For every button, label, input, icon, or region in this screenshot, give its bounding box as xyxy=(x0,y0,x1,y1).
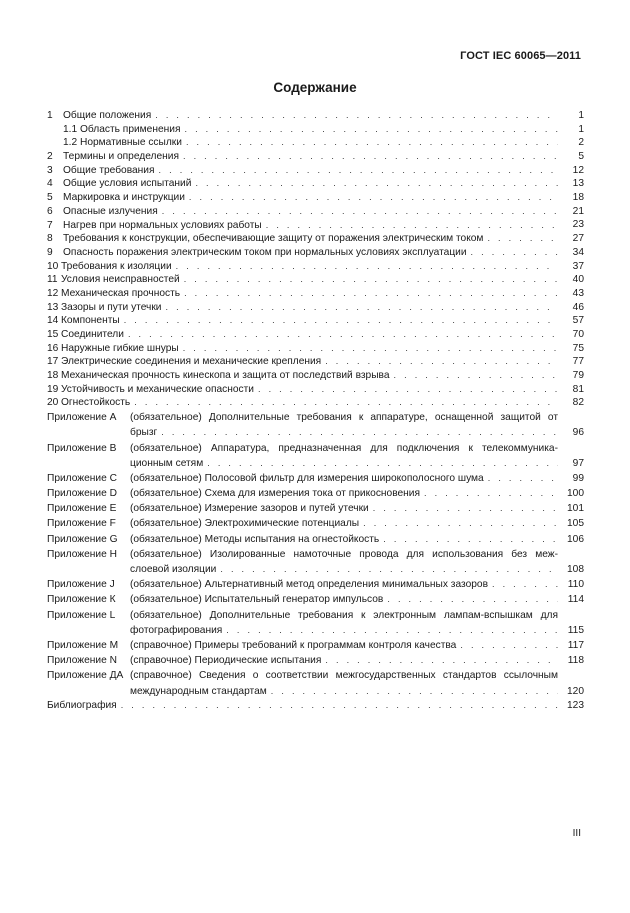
appendix-line xyxy=(130,684,558,699)
toc-entry[interactable] xyxy=(45,109,584,123)
section-title: Устойчивость и механические опасности xyxy=(61,383,254,395)
section-number: 4 xyxy=(47,178,53,190)
toc-entry[interactable] xyxy=(45,150,584,164)
page-ref: 1 xyxy=(578,109,584,121)
section-title: Опасные излучения xyxy=(63,205,158,217)
dot-leader xyxy=(488,471,558,486)
toc-entry[interactable] xyxy=(45,205,584,219)
appendix-title: (справочное) Сведения о соответствии межгосударственных стандартов ссылочным xyxy=(130,670,558,682)
toc-entry[interactable] xyxy=(45,177,584,191)
appendix-line xyxy=(130,486,558,501)
appendix-entry[interactable] xyxy=(45,592,584,607)
toc-entry-line xyxy=(63,123,558,137)
appendix-name: Приложение К xyxy=(47,594,116,606)
appendix-line xyxy=(130,562,558,577)
appendix-line xyxy=(130,501,558,516)
page-ref: 70 xyxy=(572,328,584,340)
appendix-title: (обязательное) Измерение зазоров и путей утечки xyxy=(130,503,369,515)
section-title: Общие требования xyxy=(63,164,155,176)
section-number: 14 xyxy=(47,315,59,327)
dot-leader xyxy=(189,191,558,205)
appendix-name: Приложение М xyxy=(47,640,119,651)
dot-leader xyxy=(159,164,558,178)
appendix-line xyxy=(130,532,558,547)
dot-leader xyxy=(121,699,558,713)
toc-entry[interactable] xyxy=(45,355,584,369)
toc-entry[interactable] xyxy=(45,164,584,178)
toc-entry[interactable] xyxy=(45,328,584,342)
appendix-title: (справочное) Примеры требований к программам контроля качества xyxy=(130,640,457,651)
appendix-line xyxy=(130,592,558,607)
toc-entry-line xyxy=(47,699,558,713)
dot-leader xyxy=(383,532,558,547)
dot-leader xyxy=(325,355,558,369)
toc-entry-line xyxy=(61,287,558,301)
page-ref: 34 xyxy=(572,246,584,258)
section-number: 7 xyxy=(47,219,53,231)
toc-entry-line xyxy=(63,177,558,191)
page-ref: 2 xyxy=(578,137,584,149)
dot-leader xyxy=(220,562,558,577)
dot-leader xyxy=(124,314,558,328)
dot-leader xyxy=(460,638,558,653)
appendix-title-cont: ционным сетям xyxy=(130,457,204,469)
toc-entry-line xyxy=(61,328,558,342)
appendix-line xyxy=(130,410,558,425)
toc-entry-line xyxy=(61,369,558,383)
page-ref: 101 xyxy=(567,503,584,515)
section-number: 5 xyxy=(47,192,53,204)
toc-entry[interactable] xyxy=(45,314,584,328)
dot-leader xyxy=(226,623,558,638)
appendix-line xyxy=(130,425,558,440)
section-number: 1 xyxy=(47,110,53,121)
toc-entry[interactable] xyxy=(45,260,584,274)
appendix-title-cont: слоевой изоляции xyxy=(130,564,217,576)
dot-leader xyxy=(183,150,558,164)
toc-entry-line xyxy=(63,219,558,233)
toc-entry-line xyxy=(63,136,558,150)
dot-leader xyxy=(184,123,558,137)
appendix-line xyxy=(130,608,558,623)
dot-leader xyxy=(161,425,558,440)
dot-leader xyxy=(155,109,558,123)
section-title: Компоненты xyxy=(61,315,120,327)
section-title: 1.2 Нормативные ссылки xyxy=(63,137,182,149)
page-ref: 81 xyxy=(572,383,584,395)
toc-entry[interactable] xyxy=(45,232,584,246)
page-ref: 79 xyxy=(572,370,584,382)
appendix-entry[interactable] xyxy=(45,547,584,577)
toc-entry-line xyxy=(61,314,558,328)
toc-entry-line xyxy=(63,246,558,260)
page-ref: 117 xyxy=(567,639,584,651)
appendix-line xyxy=(130,653,558,668)
section-title: Условия неисправностей xyxy=(61,274,180,286)
section-title: Соединители xyxy=(61,329,124,340)
toc-entry-line xyxy=(63,191,558,205)
page-ref: 106 xyxy=(567,533,584,545)
toc-entry-line xyxy=(61,383,558,397)
dot-leader xyxy=(166,301,559,315)
appendix-entry[interactable] xyxy=(45,471,584,486)
section-number: 20 xyxy=(47,397,59,409)
section-number: 16 xyxy=(47,342,59,354)
section-number: 11 xyxy=(47,274,58,286)
page-ref: 105 xyxy=(567,518,584,530)
section-number: 15 xyxy=(47,329,59,340)
page-ref: 96 xyxy=(572,427,584,439)
toc-entry-line xyxy=(61,260,558,274)
section-number: 19 xyxy=(47,383,59,395)
section-number: 17 xyxy=(47,356,59,368)
appendix-entry[interactable] xyxy=(45,608,584,638)
toc-entry-line xyxy=(63,232,558,246)
page-ref: 27 xyxy=(572,233,584,245)
section-title: 1.1 Область применения xyxy=(63,123,181,135)
appendix-line xyxy=(130,471,558,486)
toc-entry[interactable] xyxy=(45,383,584,397)
toc-entry[interactable] xyxy=(45,219,584,233)
appendix-entry[interactable] xyxy=(45,638,584,653)
toc-entry-line xyxy=(61,301,558,315)
toc-entry-line xyxy=(61,342,558,356)
page-ref: 46 xyxy=(572,301,584,313)
dot-leader xyxy=(258,383,558,397)
toc-entry[interactable] xyxy=(45,123,584,137)
bibliography-entry[interactable] xyxy=(45,699,584,713)
page-ref: 40 xyxy=(572,274,584,286)
toc-entry-line xyxy=(61,355,558,369)
page-ref: 97 xyxy=(572,457,584,469)
appendix-line xyxy=(130,441,558,456)
appendix-title: (обязательное) Схема для измерения тока от прикосновения xyxy=(130,488,420,500)
appendix-name: Приложение G xyxy=(47,533,118,545)
page-ref: 123 xyxy=(567,699,584,711)
appendix-name: Приложение J xyxy=(47,579,115,591)
appendix-title-cont: международным стандартам xyxy=(130,685,267,697)
appendix-title: (обязательное) Дополнительные требования к электронным лампам-вспышкам для xyxy=(130,609,558,621)
appendix-name: Приложение Е xyxy=(47,503,117,515)
dot-leader xyxy=(186,136,558,150)
page-ref: 75 xyxy=(572,342,584,354)
dot-leader xyxy=(325,653,558,668)
section-title: Термины и определения xyxy=(63,151,179,163)
bibliography-label: Библиография xyxy=(47,699,117,711)
section-number: 18 xyxy=(47,370,59,382)
section-number: 8 xyxy=(47,233,53,245)
appendix-line xyxy=(130,623,558,638)
appendix-title: (обязательное) Электрохимические потенциалы xyxy=(130,518,360,530)
appendix-name: Приложение А xyxy=(47,412,117,424)
dot-leader xyxy=(128,328,558,342)
section-title: Механическая прочность кинескопа и защита от последствий взрыва xyxy=(61,370,390,382)
dot-leader xyxy=(183,342,558,356)
appendix-line xyxy=(130,547,558,562)
page-ref: 77 xyxy=(572,356,584,368)
dot-leader xyxy=(176,260,558,274)
section-title: Требования к конструкции, обеспечивающие защиту от поражения электрическим током xyxy=(63,233,484,245)
toc-entry-line xyxy=(63,205,558,219)
appendix-name: Приложение D xyxy=(47,488,117,500)
page-ref: 100 xyxy=(567,488,584,500)
appendix-entry[interactable] xyxy=(45,653,584,668)
appendix-title: (обязательное) Дополнительные требования к аппаратуре, оснащенной защитой от xyxy=(130,412,558,424)
toc-entry[interactable] xyxy=(45,342,584,356)
page-ref: 99 xyxy=(572,472,584,484)
page-ref: 82 xyxy=(572,397,584,409)
page-ref: 1 xyxy=(578,123,584,135)
dot-leader xyxy=(162,205,558,219)
page-ref: 120 xyxy=(567,685,584,697)
appendix-title: (обязательное) Полосовой фильтр для измерения широкополосного шума xyxy=(130,472,484,484)
appendix-title: (обязательное) Испытательный генератор импульсов xyxy=(130,594,384,606)
appendix-line xyxy=(130,668,558,683)
dot-leader xyxy=(394,369,559,383)
toc-entry[interactable] xyxy=(45,191,584,205)
toc-entry[interactable] xyxy=(45,396,584,410)
section-number: 12 xyxy=(47,287,59,299)
appendix-title-cont: фотографирования xyxy=(130,624,223,636)
page-ref: 23 xyxy=(572,219,584,231)
page-ref: 37 xyxy=(572,260,584,272)
section-number: 9 xyxy=(47,246,53,258)
appendix-title: (обязательное) Методы испытания на огнестойкость xyxy=(130,533,380,545)
appendix-title: (обязательное) Изолированные намоточные провода для использования без меж- xyxy=(130,548,558,560)
appendix-title: (справочное) Периодические испытания xyxy=(130,655,322,667)
appendix-title-cont: брызг xyxy=(130,427,158,439)
appendix-entry[interactable] xyxy=(45,410,584,440)
section-number: 10 xyxy=(47,260,59,272)
section-title: Зазоры и пути утечки xyxy=(61,301,162,313)
section-title: Нагрев при нормальных условиях работы xyxy=(63,219,262,231)
toc-entry[interactable] xyxy=(45,246,584,260)
toc-entry-line xyxy=(63,164,558,178)
section-number: 13 xyxy=(47,301,59,313)
appendix-entry[interactable] xyxy=(45,532,584,547)
toc-entry[interactable] xyxy=(45,136,584,150)
appendix-name: Приложение ДА xyxy=(47,670,124,682)
dot-leader xyxy=(363,516,558,531)
page-ref: 13 xyxy=(572,178,584,190)
toc-entry-line xyxy=(61,273,558,287)
appendix-title: (обязательное) Аппаратура, предназначенная для подключения к телекоммуника- xyxy=(130,442,558,454)
dot-leader xyxy=(184,287,558,301)
section-title: Общие положения xyxy=(63,110,152,121)
dot-leader xyxy=(266,219,558,233)
page-ref: 21 xyxy=(572,205,584,217)
page-ref: 115 xyxy=(567,624,584,636)
appendix-line xyxy=(130,516,558,531)
section-title: Опасность поражения электрическим током при нормальных условиях эксплуатации xyxy=(63,246,467,258)
table-of-contents xyxy=(45,109,584,712)
appendix-entry[interactable] xyxy=(45,486,584,501)
toc-entry-line xyxy=(61,396,558,410)
toc-entry[interactable] xyxy=(45,369,584,383)
appendix-entry[interactable] xyxy=(45,577,584,592)
dot-leader xyxy=(207,456,558,471)
appendix-title: (обязательное) Альтернативный метод определения минимальных зазоров xyxy=(130,579,488,591)
appendix-entry[interactable] xyxy=(45,501,584,516)
dot-leader xyxy=(373,501,558,516)
appendix-line xyxy=(130,638,558,653)
section-title: Наружные гибкие шнуры xyxy=(61,342,179,354)
dot-leader xyxy=(471,246,558,260)
page-ref: 57 xyxy=(572,315,584,327)
section-title: Механическая прочность xyxy=(61,287,181,299)
standard-designation: ГОСТ IEC 60065—2011 xyxy=(460,50,581,62)
appendix-entry[interactable] xyxy=(45,441,584,471)
appendix-name: Приложение N xyxy=(47,655,117,667)
page-ref: 12 xyxy=(572,164,584,176)
section-title: Огнестойкость xyxy=(61,397,131,409)
section-title: Требования к изоляции xyxy=(61,260,172,272)
section-title: Общие условия испытаний xyxy=(63,178,192,190)
section-number: 2 xyxy=(47,151,53,163)
appendix-name: Приложение С xyxy=(47,472,117,484)
dot-leader xyxy=(387,592,558,607)
appendix-name: Приложение Н xyxy=(47,548,117,560)
appendix-line xyxy=(130,577,558,592)
appendix-line xyxy=(130,456,558,471)
page-ref: 110 xyxy=(567,579,584,591)
toc-entry-line xyxy=(63,150,558,164)
appendix-name: Приложение F xyxy=(47,518,116,530)
section-title: Электрические соединения и механические крепления xyxy=(61,356,322,368)
dot-leader xyxy=(195,177,558,191)
appendix-entry[interactable] xyxy=(45,516,584,531)
page-title: Содержание xyxy=(273,80,357,95)
page-ref: 118 xyxy=(567,655,584,667)
page-ref: 18 xyxy=(572,192,584,204)
dot-leader xyxy=(134,396,558,410)
toc-entry[interactable] xyxy=(45,301,584,315)
toc-entry-line xyxy=(63,109,558,123)
section-title: Маркировка и инструкции xyxy=(63,192,185,204)
dot-leader xyxy=(271,684,558,699)
section-number: 6 xyxy=(47,205,53,217)
dot-leader xyxy=(487,232,558,246)
toc-entry[interactable] xyxy=(45,287,584,301)
section-number: 3 xyxy=(47,164,53,176)
toc-entry[interactable] xyxy=(45,273,584,287)
appendix-name: Приложение В xyxy=(47,442,117,454)
page-ref: 108 xyxy=(567,564,584,576)
page-ref: 43 xyxy=(572,287,584,299)
dot-leader xyxy=(492,577,558,592)
page-ref: 5 xyxy=(578,151,584,163)
dot-leader xyxy=(184,273,558,287)
page-ref: 114 xyxy=(567,594,584,606)
dot-leader xyxy=(424,486,558,501)
appendix-name: Приложение L xyxy=(47,609,116,621)
page-number: III xyxy=(572,828,581,839)
appendix-entry[interactable] xyxy=(45,668,584,698)
